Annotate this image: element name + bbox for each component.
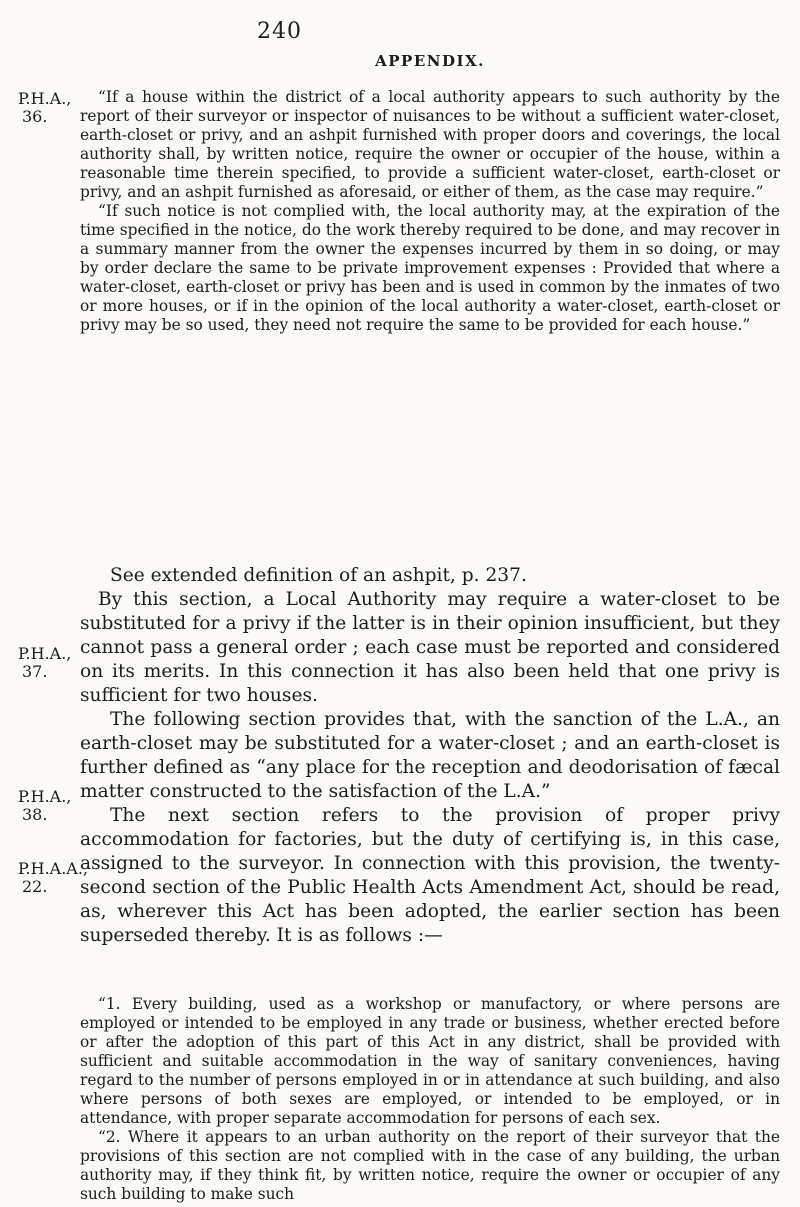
quote-paragraph: “2. Where it appears to an urban authority on the report of their surveyor that the provisions of this section are not complied with in the case of any building, the urban authority may, if they think fit, by written notice, require the owner or occupier of any such building to make such xyxy=(80,1128,780,1203)
margin-note-pha-38 xyxy=(18,788,71,824)
margin-note-act: P.H.A., xyxy=(18,787,72,806)
page-number: 240 xyxy=(257,19,302,44)
margin-note-act: P.H.A., xyxy=(18,89,72,108)
margin-note-act: P.H.A.A., xyxy=(18,859,89,878)
margin-note-act: P.H.A., xyxy=(18,644,72,663)
statute-quote-section-22 xyxy=(80,995,780,1204)
quote-paragraph: “If a house within the district of a local authority appears to such authority by the report of their surveyor or inspector of nuisances to be without a sufficient water-closet, earth-closet or privy, and an ashpit furnished with proper doors and coverings, the local authority shall, by written notice, require the owner or occupier of the house, within a reasonable time therein specified, to provide a sufficient water-closet, earth-closet or privy, and an ashpit furnished as aforesaid, or either of them, as the case may require.” xyxy=(80,88,780,201)
margin-note-section: 37. xyxy=(22,662,48,681)
running-head: APPENDIX. xyxy=(375,52,485,70)
quote-paragraph: “1. Every building, used as a workshop or manufactory, or where persons are employed or intended to be employed in any trade or business, whether erected before or after the adoption of this part of this Act in any district, shall be provided with sufficient and suitable accommodation in the way of sanitary conveniences, having regard to the number of persons employed in or in attendance at such building, and also where persons of both sexes are employed, or intended to be employed, or in attendance, with proper separate accommodation for persons of each sex. xyxy=(80,995,780,1127)
statute-quote-section-36 xyxy=(80,88,780,335)
margin-note-pha-37 xyxy=(18,645,71,681)
margin-note-phaa-22 xyxy=(18,860,88,896)
margin-note-section: 36. xyxy=(22,107,48,126)
body-paragraph: See extended definition of an ashpit, p. 237. xyxy=(110,565,527,586)
margin-note-section: 38. xyxy=(22,805,48,824)
body-paragraph: The next section refers to the provision of proper privy accommodation for factories, but the duty of certifying is, in this case, assigned to the surveyor. In connection with this provision, the twenty-second section of the Public Health Acts Amendment Act, should be read, as, wherever this Act has been adopted, the earlier section has been superseded thereby. It is as follows :— xyxy=(80,805,780,946)
body-paragraph: The following section provides that, with the sanction of the L.A., an earth-closet may be substituted for a water-closet ; and an earth-closet is further defined as “any place for the reception and deodorisation of fæcal matter constructed to the satisfaction of the L.A.” xyxy=(80,709,780,802)
margin-note-section: 22. xyxy=(22,877,48,896)
body-paragraph: By this section, a Local Authority may require a water-closet to be substituted for a privy if the latter is in their opinion insufficient, but they cannot pass a general order ; each case must be reported and considered on its merits. In this connection it has also been held that one privy is sufficient for two houses. xyxy=(80,589,780,706)
quote-paragraph: “If such notice is not complied with, the local authority may, at the expiration of the time specified in the notice, do the work thereby required to be done, and may recover in a summary manner from the owner the expenses incurred by them in so doing, or may by order declare the same to be private improvement expenses : Provided that where a water-closet, earth-closet or privy has been and is used in common by the inmates of two or more houses, or if in the opinion of the local authority a water-closet, earth-closet or privy may be so used, they need not require the same to be provided for each house.” xyxy=(80,202,780,334)
commentary-text xyxy=(80,564,780,948)
margin-note-pha-36 xyxy=(18,90,71,126)
